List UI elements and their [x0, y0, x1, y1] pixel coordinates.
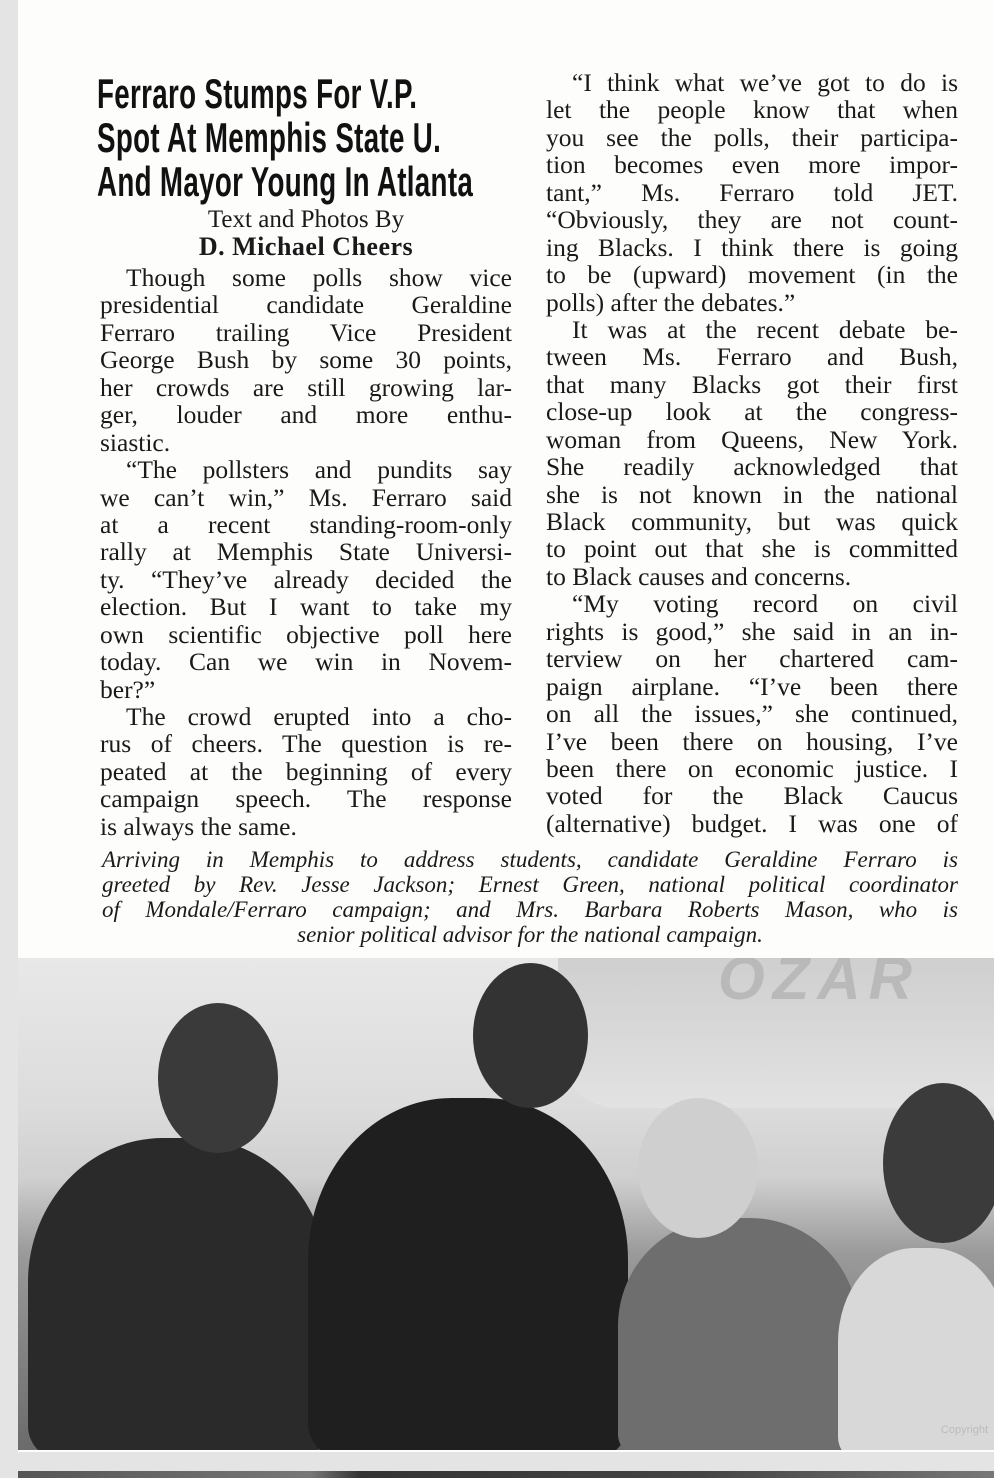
article-line: to point out that she is committed [546, 534, 958, 564]
article-line: own scientific objective poll here [100, 619, 512, 649]
person-jesse-jackson [308, 1098, 628, 1450]
article-line: woman from Queens, New York. [546, 424, 958, 454]
article-line: “Obviously, they are not count- [546, 205, 958, 235]
person-head [638, 1098, 758, 1238]
article-line: tion becomes even more impor- [546, 150, 958, 180]
article-line: she is not known in the national [546, 479, 958, 509]
article-line: siastic. [100, 427, 171, 457]
caption-line: greeted by Rev. Jesse Jackson; Ernest Green, national political coordinator [102, 872, 958, 897]
article-line: “My voting record on civil [572, 589, 958, 619]
article-line: to Black causes and concerns. [546, 561, 852, 591]
headline-line: And Mayor Young In Atlanta [97, 158, 474, 205]
article-line: The crowd erupted into a cho- [126, 702, 512, 731]
article-line: on all the issues,” she continued, [546, 699, 958, 729]
article-line: rights is good,” she said in an in- [546, 616, 958, 646]
byline-author: D. Michael Cheers [198, 232, 414, 261]
byline-label: Text and Photos By [207, 206, 405, 233]
article-column-2 [546, 69, 958, 837]
article-line: polls) after the debates.” [546, 287, 796, 317]
person-head [883, 1083, 994, 1243]
article-line: It was at the recent debate be- [572, 314, 958, 344]
article-line: Black community, but was quick [546, 507, 958, 536]
article-line: close-up look at the congress- [546, 397, 958, 427]
article-line: “I think what we’ve got to do is [572, 68, 958, 97]
article-line: campaign speech. The response [100, 784, 512, 814]
article-line: ger, louder and more enthu- [100, 400, 512, 430]
next-page-photo-strip [18, 1471, 994, 1478]
article-line: is always the same. [100, 811, 297, 841]
article-line: peated at the beginning of every [100, 756, 512, 786]
article-line: we can’t win,” Ms. Ferraro said [100, 482, 512, 512]
article-line: (alternative) budget. I was one of [546, 808, 958, 838]
article-line: ty. “They’ve already decided the [100, 564, 512, 594]
caption-line: of Mondale/Ferraro campaign; and Mrs. Barbara Roberts Mason, who is [102, 897, 958, 922]
article-line: let the people know that when [546, 95, 958, 125]
headline-line: Spot At Memphis State U. [97, 114, 442, 161]
article-line: I’ve been there on housing, I’ve [546, 726, 958, 756]
caption-line: Arriving in Memphis to address students, candidate Geraldine Ferraro is [102, 847, 958, 872]
article-line: today. Can we win in Novem- [100, 647, 512, 677]
person-head [473, 963, 588, 1108]
plane-lettering: OZAR [718, 958, 920, 1012]
article-line: tween Ms. Ferraro and Bush, [546, 342, 958, 372]
article-line: Ferraro trailing Vice President [100, 317, 512, 347]
article-line: ber?” [100, 674, 156, 704]
article-line: rally at Memphis State Universi- [100, 537, 512, 567]
article-line: been there on economic justice. I [546, 753, 958, 783]
article-line: presidential candidate Geraldine [100, 290, 512, 320]
article-line: tant,” Ms. Ferraro told JET. [546, 177, 958, 207]
headline-line: Ferraro Stumps For V.P. [97, 70, 418, 117]
article-photo [18, 958, 994, 1450]
article-line: “The pollsters and pundits say [126, 455, 512, 485]
article-line: her crowds are still growing lar- [100, 372, 512, 402]
article-line: ing Blacks. I think there is going [546, 232, 958, 262]
caption-line: senior political advisor for the national campaign. [297, 922, 763, 947]
article-line: Though some polls show vice [126, 263, 512, 292]
article-line: paign airplane. “I’ve been there [546, 671, 958, 701]
article-line: She readily acknowledged that [546, 452, 958, 482]
article-column-1 [100, 264, 512, 840]
article-line: at a recent standing-room-only [100, 509, 512, 539]
article-line: to be (upward) movement (in the [546, 260, 958, 290]
photo-caption [102, 847, 958, 947]
watermark: Copyright [940, 1424, 988, 1436]
article-line: that many Blacks got their first [546, 369, 958, 399]
article-line: election. But I want to take my [100, 592, 512, 622]
article-line: voted for the Black Caucus [546, 781, 958, 811]
person-geraldine-ferraro [618, 1218, 858, 1450]
article-line: rus of cheers. The question is re- [100, 729, 512, 759]
article-line: terview on her chartered cam- [546, 644, 958, 674]
person-ernest-green [28, 1138, 328, 1450]
article-line: George Bush by some 30 points, [100, 345, 512, 375]
person-barbara-mason [838, 1248, 994, 1450]
person-head [158, 1003, 278, 1153]
article-line: you see the polls, their participa- [546, 122, 958, 152]
